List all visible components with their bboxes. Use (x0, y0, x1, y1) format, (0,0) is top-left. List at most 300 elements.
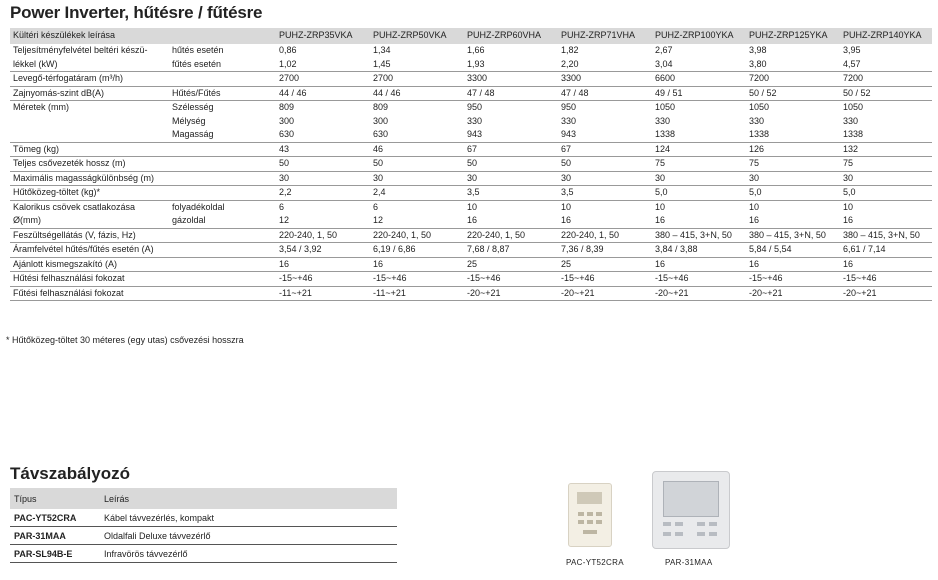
value-cell (464, 142, 558, 157)
table-row (10, 200, 932, 228)
value-cell (652, 286, 746, 301)
value-cell (370, 86, 464, 101)
value: 10 (561, 201, 572, 212)
value-cell (558, 72, 652, 87)
spec-header-row (10, 28, 932, 44)
row-label-line: Ø(mm) (13, 215, 41, 225)
row-label (10, 186, 170, 201)
value-cell (652, 186, 746, 201)
row-label-line: Tömeg (kg) (13, 143, 60, 154)
table-row (10, 72, 932, 87)
table-row (10, 228, 932, 243)
row-label-line: Fűtési felhasználási fokozat (13, 287, 124, 298)
value-cell (370, 243, 464, 258)
value: 30 (373, 172, 384, 183)
value: 10 (467, 201, 478, 212)
value-cell (746, 272, 840, 287)
value: 330 (655, 115, 671, 126)
value: 1,45 (373, 58, 391, 69)
sublabel-line (172, 172, 273, 186)
value-cell (652, 86, 746, 101)
value: 220-240, 1, 50 (373, 229, 432, 240)
value: 630 (373, 129, 389, 139)
row-sublabel (170, 142, 276, 157)
remote-code: PAR-SL94B-E (10, 545, 100, 563)
table-row (10, 44, 932, 72)
value: 2700 (279, 73, 300, 83)
value: 380 – 415, 3+N, 50 (749, 229, 826, 240)
value-cell (276, 257, 370, 272)
value-cell (370, 228, 464, 243)
remote-section-title: Távszabályozó (10, 464, 130, 483)
table-row (10, 272, 932, 287)
footnote: * Hűtőközeg-töltet 30 méteres (egy utas) csővezési hosszra (6, 335, 244, 345)
value-cell (746, 186, 840, 201)
value-cell (652, 157, 746, 172)
value-cell (652, 243, 746, 258)
value: 3,84 / 3,88 (655, 244, 698, 254)
row-label-line: Maximális magasságkülönbség (m) (13, 172, 155, 183)
row-label (10, 272, 170, 287)
image-caption: PAR-31MAA (665, 558, 713, 567)
value: 50 / 52 (749, 87, 777, 98)
value-cell (840, 157, 932, 172)
value-cell (370, 186, 464, 201)
row-label-line: Hűtőközeg-töltet (kg)* (13, 187, 101, 197)
sublabel-line (172, 272, 273, 286)
value-cell (746, 171, 840, 186)
value: -15~+46 (655, 273, 689, 283)
table-row (10, 186, 932, 201)
row-label (10, 286, 170, 301)
image-caption: PAC-YT52CRA (566, 558, 624, 567)
row-label (10, 200, 170, 228)
value-cell (746, 243, 840, 258)
model-header: PUHZ-ZRP60VHA (464, 28, 558, 44)
value: -15~+46 (467, 273, 501, 283)
value: 50 (373, 158, 384, 168)
row-sublabel (170, 243, 276, 258)
value: 16 (279, 258, 290, 269)
row-label (10, 243, 170, 258)
value: 3300 (561, 73, 582, 83)
remote-header-type: Típus (10, 488, 100, 509)
row-sublabel (170, 200, 276, 228)
value: 630 (279, 129, 295, 139)
value: 380 – 415, 3+N, 50 (843, 229, 920, 240)
value: 943 (467, 129, 483, 139)
value: 1,66 (467, 45, 485, 55)
value: 16 (373, 258, 384, 269)
value: 16 (467, 215, 478, 225)
value: 5,84 / 5,54 (749, 244, 792, 254)
value-cell (370, 101, 464, 143)
value: 1,02 (279, 58, 297, 69)
value: 5,0 (655, 187, 668, 197)
row-label-line: Ajánlott kismegszakító (A) (13, 258, 118, 269)
value-cell (652, 200, 746, 228)
value-cell (558, 257, 652, 272)
remote-desc: Oldalfali Deluxe távvezérlő (100, 527, 397, 545)
value: 46 (373, 143, 384, 154)
value-cell (464, 86, 558, 101)
value-cell (370, 286, 464, 301)
value: -20~+21 (749, 287, 783, 298)
value: 1338 (749, 129, 770, 139)
value: 943 (561, 129, 577, 139)
value: 16 (843, 258, 854, 269)
value-cell (746, 72, 840, 87)
sublabel-line (172, 258, 273, 272)
value: 16 (749, 215, 760, 225)
value: -15~+46 (749, 273, 783, 283)
row-label (10, 157, 170, 172)
value-cell (276, 142, 370, 157)
model-header: PUHZ-ZRP125YKA (746, 28, 840, 44)
value: 67 (561, 143, 572, 154)
value-cell (746, 257, 840, 272)
value: -20~+21 (655, 287, 689, 298)
model-header: PUHZ-ZRP71VHA (558, 28, 652, 44)
row-label-line: Hűtési felhasználási fokozat (13, 273, 125, 283)
sublabel-line (172, 229, 273, 243)
value-cell (276, 228, 370, 243)
value-cell (746, 157, 840, 172)
value-cell (840, 72, 932, 87)
value: 3,80 (749, 58, 767, 69)
value: 7200 (843, 73, 864, 83)
value-cell (276, 243, 370, 258)
value: 30 (467, 172, 478, 183)
value-cell (652, 101, 746, 143)
value-cell (464, 286, 558, 301)
value-cell (276, 286, 370, 301)
value: 1050 (843, 102, 864, 112)
row-sublabel (170, 157, 276, 172)
sublabel-line (172, 157, 273, 171)
sublabel-line: fűtés esetén (172, 58, 222, 69)
value-cell (558, 171, 652, 186)
value-cell (652, 44, 746, 72)
value: 30 (843, 172, 854, 183)
value: 4,57 (843, 58, 861, 69)
row-sublabel (170, 228, 276, 243)
row-sublabel (170, 44, 276, 72)
model-header: PUHZ-ZRP35VKA (276, 28, 370, 44)
value-cell (558, 101, 652, 143)
value-cell (370, 171, 464, 186)
value: 12 (373, 215, 384, 225)
value: -15~+46 (279, 273, 313, 283)
row-label (10, 101, 170, 143)
value-cell (464, 257, 558, 272)
value-cell (370, 157, 464, 172)
table-row (10, 257, 932, 272)
row-sublabel (170, 272, 276, 287)
value: 6,61 / 7,14 (843, 244, 886, 254)
remote-code: PAR-31MAA (10, 527, 100, 545)
value: 2,4 (373, 187, 386, 197)
value-cell (558, 157, 652, 172)
value-cell (840, 286, 932, 301)
table-row (10, 527, 397, 545)
value-cell (558, 243, 652, 258)
value: 6 (279, 201, 285, 212)
row-sublabel (170, 72, 276, 87)
value: 300 (279, 115, 295, 126)
value-cell (464, 157, 558, 172)
remote-table (10, 488, 397, 563)
sublabel-line: hűtés esetén (172, 45, 224, 55)
table-row (10, 545, 397, 563)
value: -20~+21 (467, 287, 501, 298)
row-sublabel (170, 171, 276, 186)
value: 25 (467, 258, 478, 269)
row-label (10, 86, 170, 101)
value-cell (746, 286, 840, 301)
value: 1,82 (561, 45, 579, 55)
value: 44 / 46 (373, 87, 401, 98)
value: 7,36 / 8,39 (561, 244, 604, 254)
value: 10 (749, 201, 760, 212)
row-sublabel (170, 101, 276, 143)
value: 300 (373, 115, 389, 126)
value-cell (464, 44, 558, 72)
value-cell (558, 272, 652, 287)
value: 44 / 46 (279, 87, 307, 98)
value: 25 (561, 258, 572, 269)
value: 43 (279, 143, 290, 154)
model-header: PUHZ-ZRP100YKA (652, 28, 746, 44)
value: 10 (655, 201, 666, 212)
value: -11~+21 (279, 287, 312, 298)
value-cell (558, 86, 652, 101)
model-header: PUHZ-ZRP140YKA (840, 28, 932, 44)
row-label (10, 257, 170, 272)
value-cell (652, 142, 746, 157)
row-label-line: Teljes csővezeték hossz (m) (13, 158, 126, 168)
value-cell (840, 142, 932, 157)
value: 2,2 (279, 187, 292, 197)
value: 47 / 48 (561, 87, 589, 98)
value: 3,5 (467, 187, 480, 197)
value: 2,20 (561, 58, 579, 69)
table-row (10, 171, 932, 186)
value-cell (558, 186, 652, 201)
value: 3,95 (843, 45, 861, 55)
value-cell (652, 171, 746, 186)
value-cell (746, 44, 840, 72)
remote-code: PAC-YT52CRA (10, 509, 100, 527)
value: 2,67 (655, 45, 673, 55)
value: -15~+46 (843, 273, 877, 283)
value: 3,54 / 3,92 (279, 244, 322, 254)
value: 16 (843, 215, 854, 225)
value-cell (370, 44, 464, 72)
value-cell (652, 257, 746, 272)
table-row (10, 509, 397, 527)
value: 30 (561, 172, 572, 183)
value-cell (840, 257, 932, 272)
value-cell (276, 101, 370, 143)
sublabel-line: Hűtés/Fűtés (172, 87, 221, 98)
value: 1338 (655, 129, 676, 139)
row-label-line: Levegő-térfogatáram (m³/h) (13, 73, 124, 83)
value-cell (558, 228, 652, 243)
remote-header-desc: Leírás (100, 488, 397, 509)
value: 1,93 (467, 58, 485, 69)
value: 47 / 48 (467, 87, 495, 98)
value: 220-240, 1, 50 (561, 229, 620, 240)
value-cell (840, 186, 932, 201)
value: 3300 (467, 73, 488, 83)
value: 16 (655, 258, 666, 269)
value: 50 (561, 158, 572, 168)
value: 30 (655, 172, 666, 183)
row-sublabel (170, 286, 276, 301)
sublabel-line: gázoldal (172, 215, 206, 225)
value-cell (840, 272, 932, 287)
value-cell (464, 101, 558, 143)
value: 75 (843, 158, 854, 168)
value-cell (840, 101, 932, 143)
row-label-line: Zajnyomás-szint dB(A) (13, 87, 105, 98)
value-cell (276, 200, 370, 228)
row-label-line: Feszültségellátás (V, fázis, Hz) (13, 229, 136, 240)
value: -11~+21 (373, 287, 406, 298)
value-cell (276, 72, 370, 87)
spec-header-label: Kültéri készülékek leírása (10, 28, 276, 44)
value: 126 (749, 143, 765, 154)
value-cell (464, 228, 558, 243)
table-row (10, 286, 932, 301)
value: 49 / 51 (655, 87, 683, 98)
value: 50 / 52 (843, 87, 871, 98)
value-cell (746, 86, 840, 101)
value-cell (464, 272, 558, 287)
value: 12 (279, 215, 290, 225)
value: 30 (279, 172, 290, 183)
row-label (10, 44, 170, 72)
value-cell (276, 157, 370, 172)
value-cell (746, 101, 840, 143)
value: 330 (561, 115, 577, 126)
value: 3,5 (561, 187, 574, 197)
value-cell (464, 72, 558, 87)
value: 30 (749, 172, 760, 183)
value: 1050 (749, 102, 770, 112)
value-cell (746, 200, 840, 228)
value: 220-240, 1, 50 (467, 229, 526, 240)
value: 6600 (655, 73, 676, 83)
value-cell (840, 228, 932, 243)
value: 16 (561, 215, 572, 225)
sublabel-line: Mélység (172, 115, 206, 126)
row-label-line: Teljesítményfelvétel beltéri készü- (13, 45, 148, 55)
value: 380 – 415, 3+N, 50 (655, 229, 732, 240)
value-cell (652, 72, 746, 87)
value: 67 (467, 143, 478, 154)
value-cell (370, 72, 464, 87)
value: 2700 (373, 73, 394, 83)
value-cell (276, 272, 370, 287)
sublabel-line: Szélesség (172, 102, 214, 112)
value: 1338 (843, 129, 864, 139)
row-label (10, 228, 170, 243)
row-label (10, 72, 170, 87)
value: 5,0 (843, 187, 856, 197)
value-cell (652, 272, 746, 287)
value: 950 (561, 102, 577, 112)
row-label (10, 142, 170, 157)
table-row (10, 86, 932, 101)
value: -20~+21 (561, 287, 595, 298)
sublabel-line: Magasság (172, 129, 214, 139)
value-cell (276, 171, 370, 186)
value-cell (558, 200, 652, 228)
row-sublabel (170, 86, 276, 101)
table-row (10, 101, 932, 143)
sublabel-line: folyadékoldal (172, 201, 225, 212)
model-header: PUHZ-ZRP50VKA (370, 28, 464, 44)
value-cell (370, 200, 464, 228)
value-cell (746, 142, 840, 157)
value-cell (558, 286, 652, 301)
remote-controller-image-deluxe (652, 471, 730, 549)
value-cell (370, 257, 464, 272)
value: 16 (655, 215, 666, 225)
value-cell (840, 243, 932, 258)
value: -20~+21 (843, 287, 877, 298)
value: 809 (279, 102, 295, 112)
row-label-line: Áramfelvétel hűtés/fűtés esetén (A) (13, 244, 154, 254)
value-cell (840, 44, 932, 72)
value: -15~+46 (373, 273, 407, 283)
value: 5,0 (749, 187, 762, 197)
value: 1,34 (373, 45, 391, 55)
value-cell (840, 86, 932, 101)
value: 3,98 (749, 45, 767, 55)
remote-desc: Infravörös távvezérlő (100, 545, 397, 563)
sublabel-line (172, 243, 273, 257)
value-cell (652, 228, 746, 243)
row-label-line: Méretek (mm) (13, 102, 69, 112)
value: 3,04 (655, 58, 673, 69)
value-cell (558, 44, 652, 72)
value-cell (370, 142, 464, 157)
value-cell (840, 200, 932, 228)
table-row (10, 142, 932, 157)
row-sublabel (170, 186, 276, 201)
value: 50 (467, 158, 478, 168)
value: 6,19 / 6,86 (373, 244, 416, 254)
remote-desc: Kábel távvezérlés, kompakt (100, 509, 397, 527)
spec-table (10, 28, 932, 301)
value: 16 (749, 258, 760, 269)
value: 0,86 (279, 45, 297, 55)
value: 75 (655, 158, 666, 168)
value: 7200 (749, 73, 770, 83)
value-cell (464, 243, 558, 258)
value: 330 (749, 115, 765, 126)
value: 10 (843, 201, 854, 212)
value: 809 (373, 102, 389, 112)
value: 124 (655, 143, 671, 154)
sublabel-line (172, 72, 273, 86)
value-cell (276, 186, 370, 201)
value: 132 (843, 143, 859, 154)
value: 50 (279, 158, 290, 168)
